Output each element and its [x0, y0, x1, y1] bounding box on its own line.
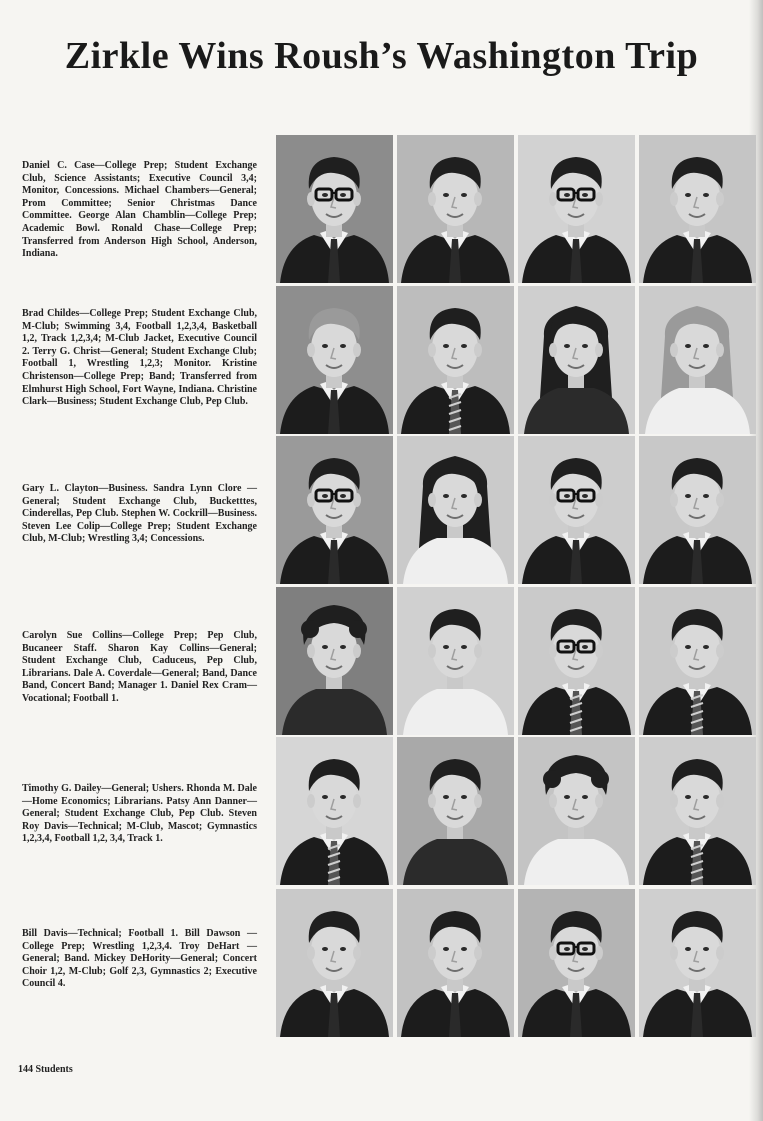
portrait-image	[276, 587, 393, 735]
portrait-image	[639, 436, 756, 584]
portrait-photo	[276, 889, 393, 1037]
caption-row-4: Carolyn Sue Collins—College Prep; Pep Club, Bucaneer Staff. Sharon Kay Collins—General; Student Exchange Club, Caduceus, Pep Club, Librarians. Dale A. Coverdale—General; Band, Dance Band, Concert Band; Manager 1. Daniel Rex Cram—Vocational; Football 1.	[22, 630, 257, 704]
page-title: Zirkle Wins Roush’s Washington Trip	[64, 35, 699, 77]
portrait-image	[397, 587, 514, 735]
portrait-photo	[639, 436, 756, 584]
portrait-photo	[518, 737, 635, 885]
portrait-photo	[639, 737, 756, 885]
portrait-photo	[276, 587, 393, 735]
portrait-image	[276, 436, 393, 584]
caption-row-2: Brad Childes—College Prep; Student Exchange Club, M-Club; Swimming 3,4, Football 1,2,3,4, Basketball 1,2, Track 1,2,3,4; M-Club Jacket, Executive Council 2. Terry G. Christ—General; Student Exchange Club; Football 1, Wrestling 1,2,3; Monitor. Kristine Christenson—College Prep; Band; Transferred from Elmhurst High School, Fort Wayne, Indiana. Christine Clark—Business; Student Exchange Club, Pep Club.	[22, 308, 257, 408]
portrait-image	[276, 135, 393, 283]
portrait-image	[397, 135, 514, 283]
portrait-photo	[639, 587, 756, 735]
portrait-image	[518, 286, 635, 434]
caption-row-5: Timothy G. Dailey—General; Ushers. Rhonda M. Dale—Home Economics; Librarians. Patsy Ann Danner—General; Student Exchange Club, Pep Club. Steven Roy Davis—Technical; M-Club, Mascot; Gymnastics 1,2,3,4, Football 1,2, 3,4, Track 1.	[22, 783, 257, 845]
portrait-photo	[639, 135, 756, 283]
portrait-photo	[518, 436, 635, 584]
portrait-photo	[397, 135, 514, 283]
portrait-photo	[276, 135, 393, 283]
portrait-photo	[518, 889, 635, 1037]
portrait-image	[639, 286, 756, 434]
portrait-photo	[639, 889, 756, 1037]
page-footer: 144 Students	[18, 1064, 73, 1075]
portrait-image	[276, 889, 393, 1037]
portrait-photo	[639, 286, 756, 434]
caption-row-6: Bill Davis—Technical; Football 1. Bill Dawson —College Prep; Wrestling 1,2,3,4. Troy DeHart —General; Band. Mickey DeHority—General; Concert Choir 1,2, M-Club; Golf 2,3, Gymnastics 2; Executive Council 4.	[22, 928, 257, 990]
portrait-photo	[397, 587, 514, 735]
portrait-image	[397, 286, 514, 434]
portrait-image	[276, 737, 393, 885]
portrait-image	[639, 737, 756, 885]
portrait-image	[397, 436, 514, 584]
portrait-photo	[276, 286, 393, 434]
portrait-photo	[397, 889, 514, 1037]
portrait-image	[518, 737, 635, 885]
portrait-photo	[397, 737, 514, 885]
portrait-image	[397, 889, 514, 1037]
portrait-image	[639, 135, 756, 283]
portrait-image	[518, 587, 635, 735]
portrait-photo	[397, 286, 514, 434]
portrait-image	[276, 286, 393, 434]
portrait-image	[639, 889, 756, 1037]
caption-row-3: Gary L. Clayton—Business. Sandra Lynn Clore —General; Student Exchange Club, Bucketttes, Cinderellas, Pep Club. Stephen W. Cockrill—Business. Steven Lee Colip—College Prep; Student Exchange Club, M-Club; Wrestling 3,4; Concessions.	[22, 483, 257, 545]
portrait-image	[518, 889, 635, 1037]
portrait-image	[397, 737, 514, 885]
portrait-photo	[518, 286, 635, 434]
portrait-image	[518, 436, 635, 584]
portrait-photo	[276, 436, 393, 584]
portrait-photo	[276, 737, 393, 885]
portrait-photo	[397, 436, 514, 584]
portrait-photo	[518, 587, 635, 735]
caption-row-1: Daniel C. Case—College Prep; Student Exchange Club, Science Assistants; Executive Council 3,4; Monitor, Concessions. Michael Chambers—General; Prom Committee; Senior Christmas Dance Committee. George Alan Chamblin—College Prep; Academic Bowl. Ronald Chase—College Prep; Transferred from Anderson High School, Anderson, Indiana.	[22, 160, 257, 260]
portrait-image	[639, 587, 756, 735]
portrait-image	[518, 135, 635, 283]
portrait-photo	[518, 135, 635, 283]
